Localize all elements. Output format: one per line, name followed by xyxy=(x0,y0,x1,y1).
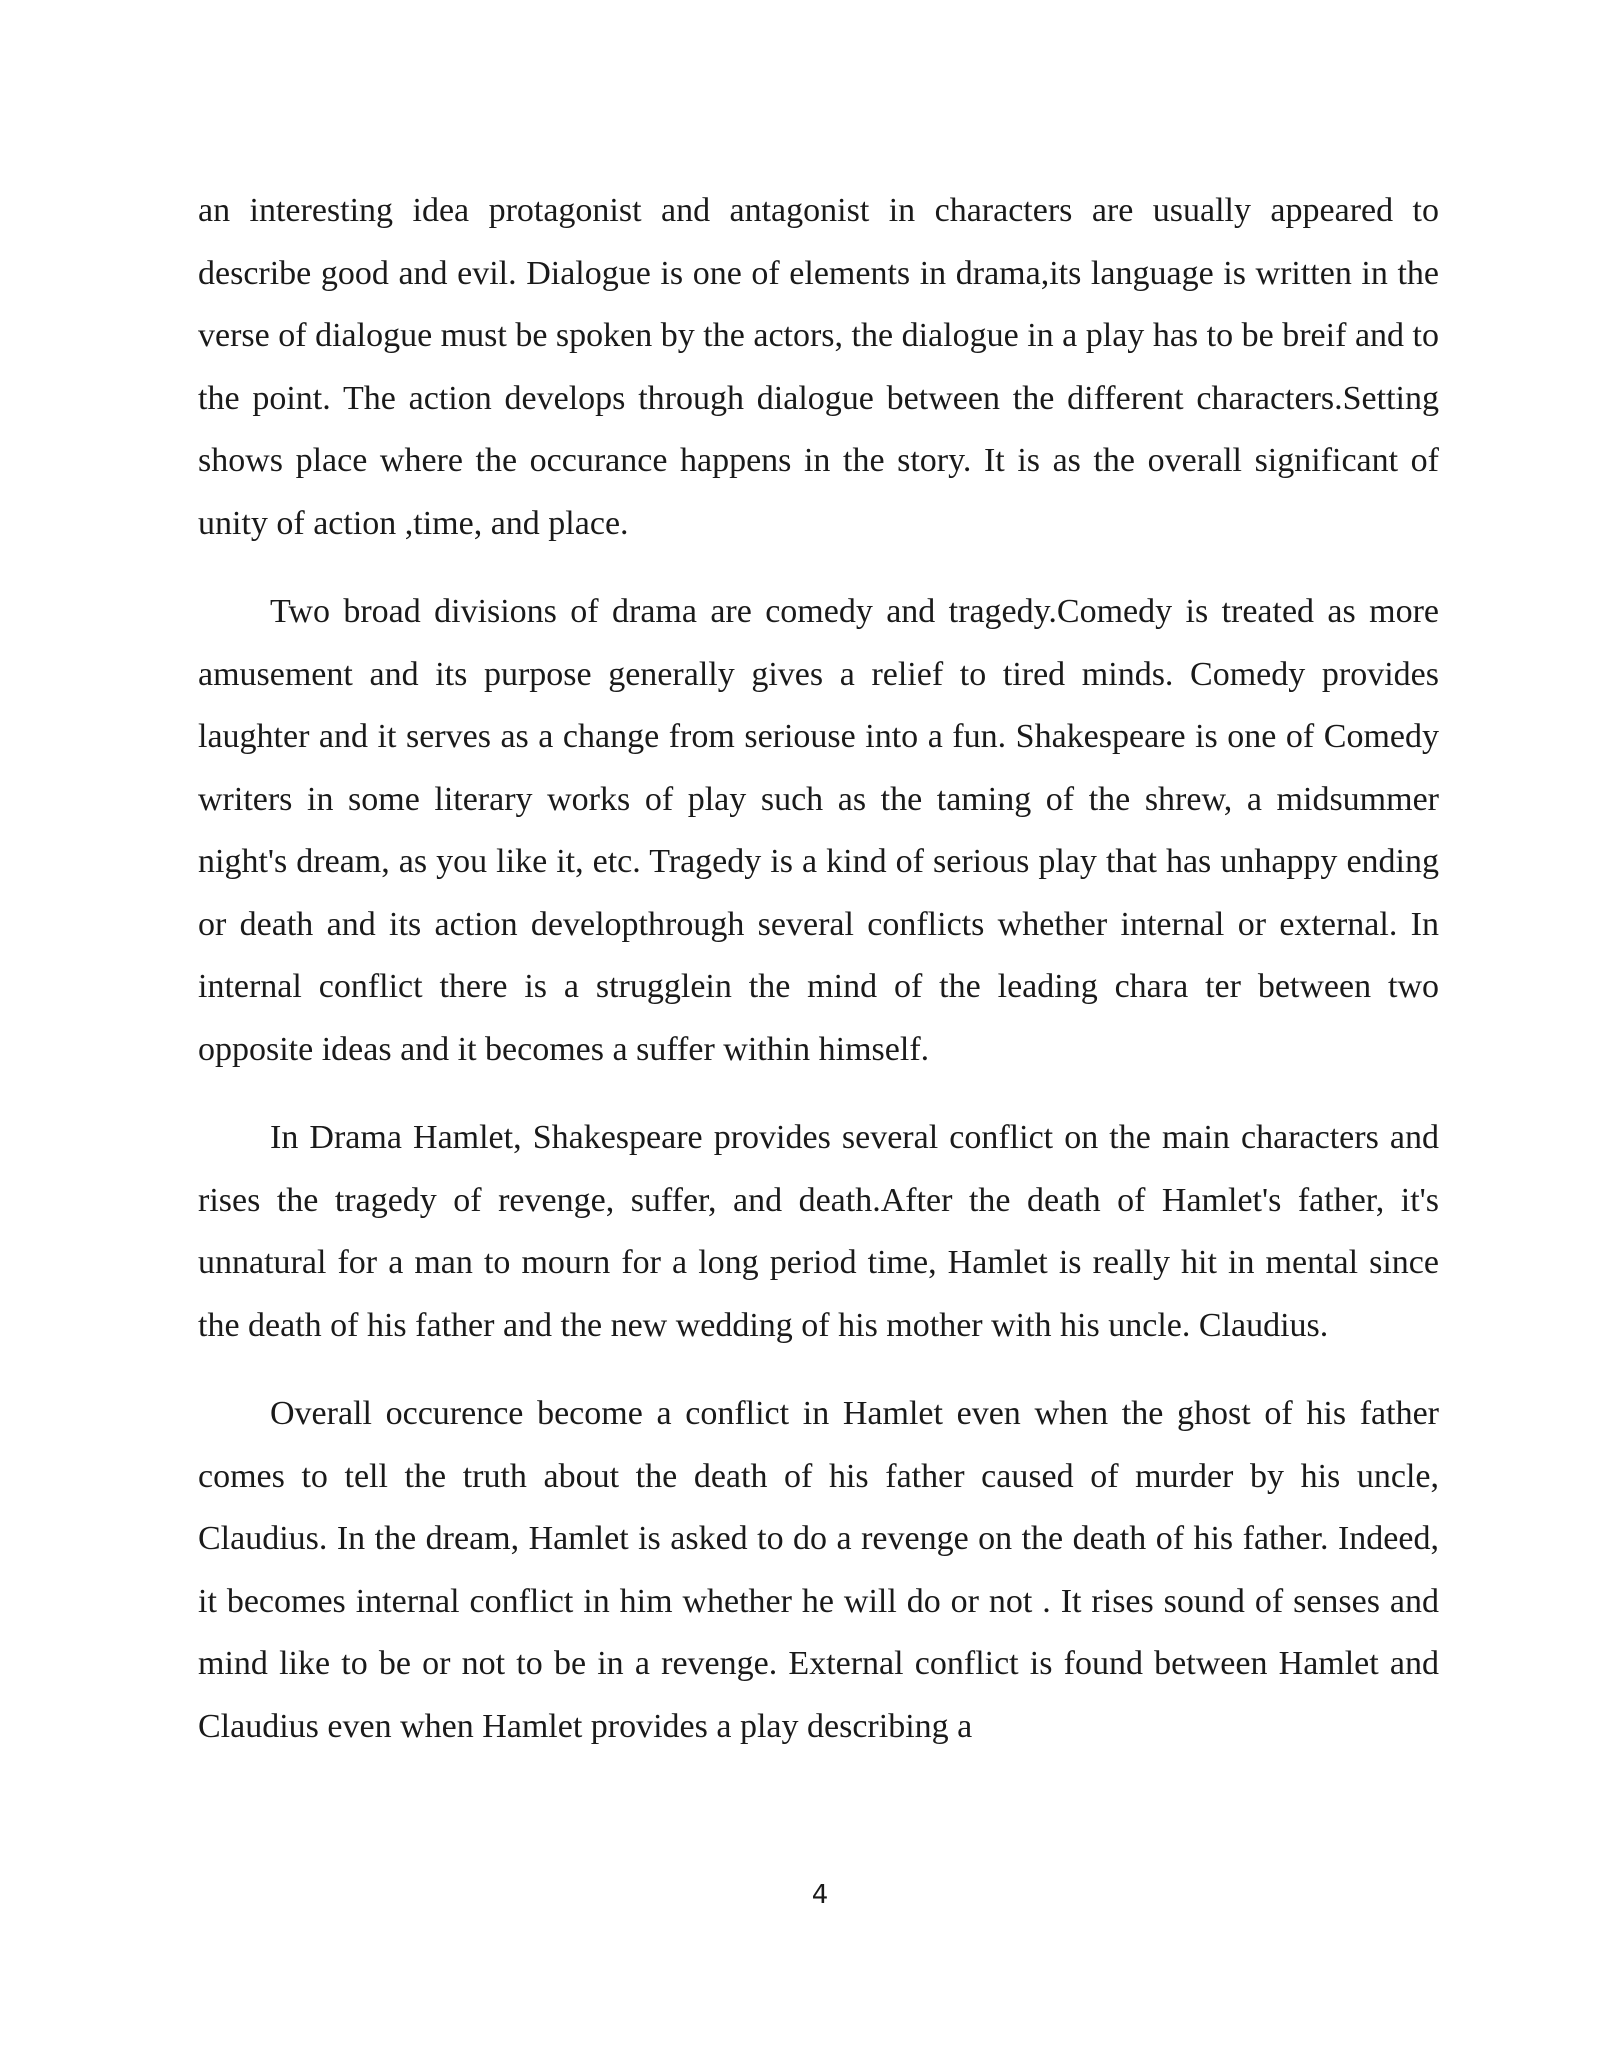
paragraph-2: Two broad divisions of drama are comedy and tragedy.Comedy is treated as more amusement and its purpose generally gives a relief to tired minds. Comedy provides laughter and it serves as a change from seriouse into a fun. Shakespeare is one of Comedy writers in some literary works of play such as the taming of the shrew, a midsummer night's dream, as you like it, etc. Tragedy is a kind of serious play that has unhappy ending or death and its action developthrough several conflicts whether internal or external. In internal conflict there is a strugglein the mind of the leading chara ter between two opposite ideas and it becomes a suffer within himself. xyxy=(198,593,1439,1068)
paragraph-1: an interesting idea protagonist and antagonist in characters are usually appeared to describe good and evil. Dialogue is one of elements in drama,its language is written in the verse of dialogue must be spoken by the actors, the dialogue in a play has to be breif and to the point. The action develops through dialogue between the different characters.Setting shows place where the occurance happens in the story. It is as the overall significant of unity of action ,time, and place. xyxy=(198,192,1439,542)
paragraph-4: Overall occurence become a conflict in Hamlet even when the ghost of his father comes to tell the truth about the death of his father caused of murder by his uncle, Claudius. In the dream, Hamlet is asked to do a revenge on the death of his father. Indeed, it becomes internal conflict in him whether he will do or not . It rises sound of senses and mind like to be or not to be in a revenge. External conflict is found between Hamlet and Claudius even when Hamlet provides a play describing a xyxy=(198,1395,1439,1745)
body-text xyxy=(198,180,1439,1784)
paragraph-3: In Drama Hamlet, Shakespeare provides several conflict on the main characters and rises the tragedy of revenge, suffer, and death.After the death of Hamlet's father, it's unnatural for a man to mourn for a long period time, Hamlet is really hit in mental since the death of his father and the new wedding of his mother with his uncle. Claudius. xyxy=(198,1119,1439,1344)
page-number: 4 xyxy=(811,1880,829,1910)
